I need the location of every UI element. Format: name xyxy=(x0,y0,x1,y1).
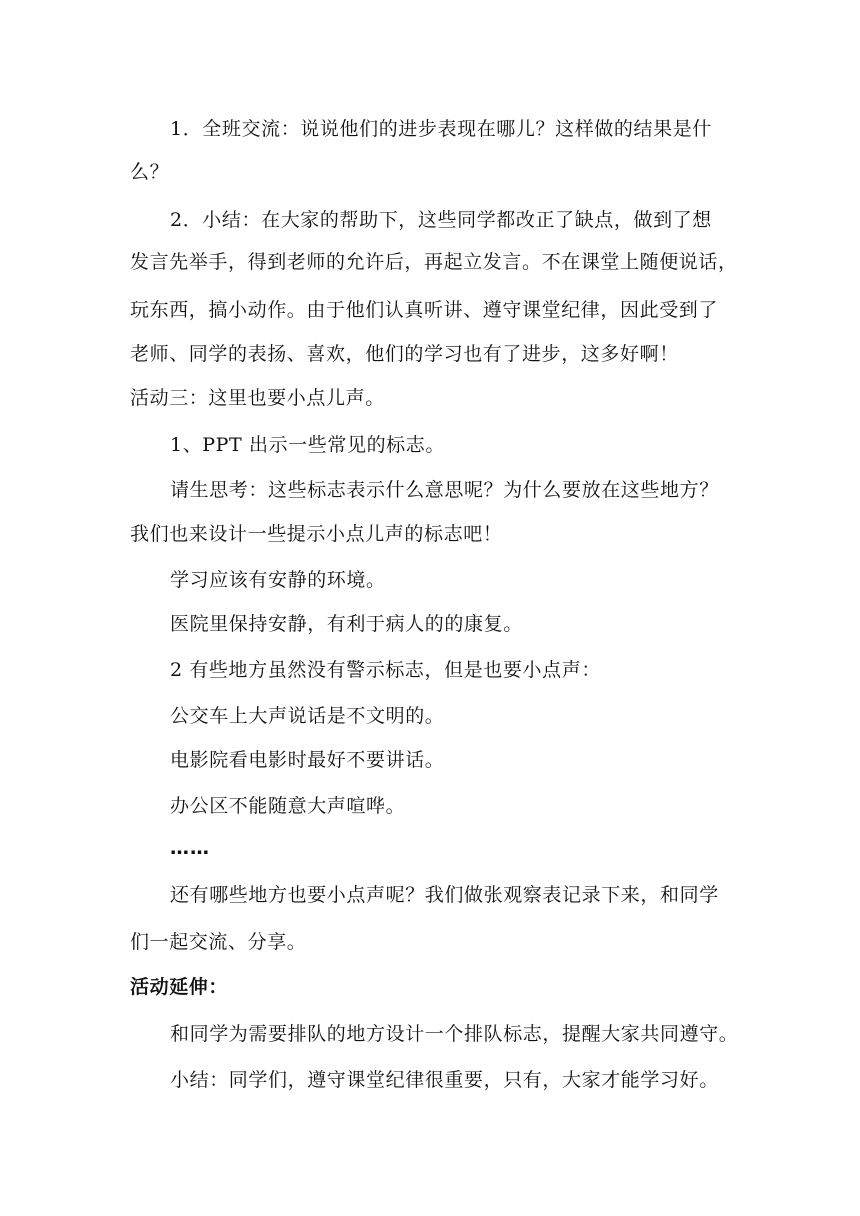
paragraph-line: 老师、同学的表扬、喜欢，他们的学习也有了进步，这多好啊！ xyxy=(130,343,679,365)
paragraph-line: 1、PPT 出示一些常见的标志。 xyxy=(170,434,445,456)
paragraph-line: 公交车上大声说话是不文明的。 xyxy=(170,705,445,727)
paragraph-line: 2．小结：在大家的帮助下，这些同学都改正了缺点，做到了想 xyxy=(170,209,712,231)
paragraph-line: 还有哪些地方也要小点声呢？我们做张观察表记录下来，和同学 xyxy=(170,884,719,906)
section-heading: 活动三：这里也要小点儿声。 xyxy=(130,387,385,409)
paragraph-line: 我们也来设计一些提示小点儿声的标志吧！ xyxy=(130,523,503,545)
paragraph-line: 学习应该有安静的环境。 xyxy=(170,569,386,591)
paragraph-line: 请生思考：这些标志表示什么意思呢？为什么要放在这些地方？ xyxy=(170,479,719,501)
paragraph-line: 发言先举手，得到老师的允许后，再起立发言。不在课堂上随便说话， xyxy=(130,251,738,273)
paragraph-line: 和同学为需要排队的地方设计一个排队标志，提醒大家共同遵守。 xyxy=(170,1023,739,1045)
paragraph-line: 么？ xyxy=(130,161,170,183)
paragraph-line: 医院里保持安静，有利于病人的的康复。 xyxy=(170,613,523,635)
ellipsis-line: …… xyxy=(170,837,210,859)
paragraph-line: 们一起交流、分享。 xyxy=(130,931,307,953)
section-heading-extension: 活动延伸： xyxy=(130,976,229,998)
paragraph-line: 2 有些地方虽然没有警示标志，但是也要小点声： xyxy=(170,659,601,681)
paragraph-line: 办公区不能随意大声喧哗。 xyxy=(170,795,406,817)
paragraph-line: 1．全班交流：说说他们的进步表现在哪儿？这样做的结果是什 xyxy=(170,118,712,140)
paragraph-line: 电影院看电影时最好不要讲话。 xyxy=(170,749,445,771)
paragraph-line: 玩东西，搞小动作。由于他们认真听讲、遵守课堂纪律，因此受到了 xyxy=(130,299,719,321)
paragraph-line: 小结：同学们，遵守课堂纪律很重要，只有，大家才能学习好。 xyxy=(170,1069,719,1091)
